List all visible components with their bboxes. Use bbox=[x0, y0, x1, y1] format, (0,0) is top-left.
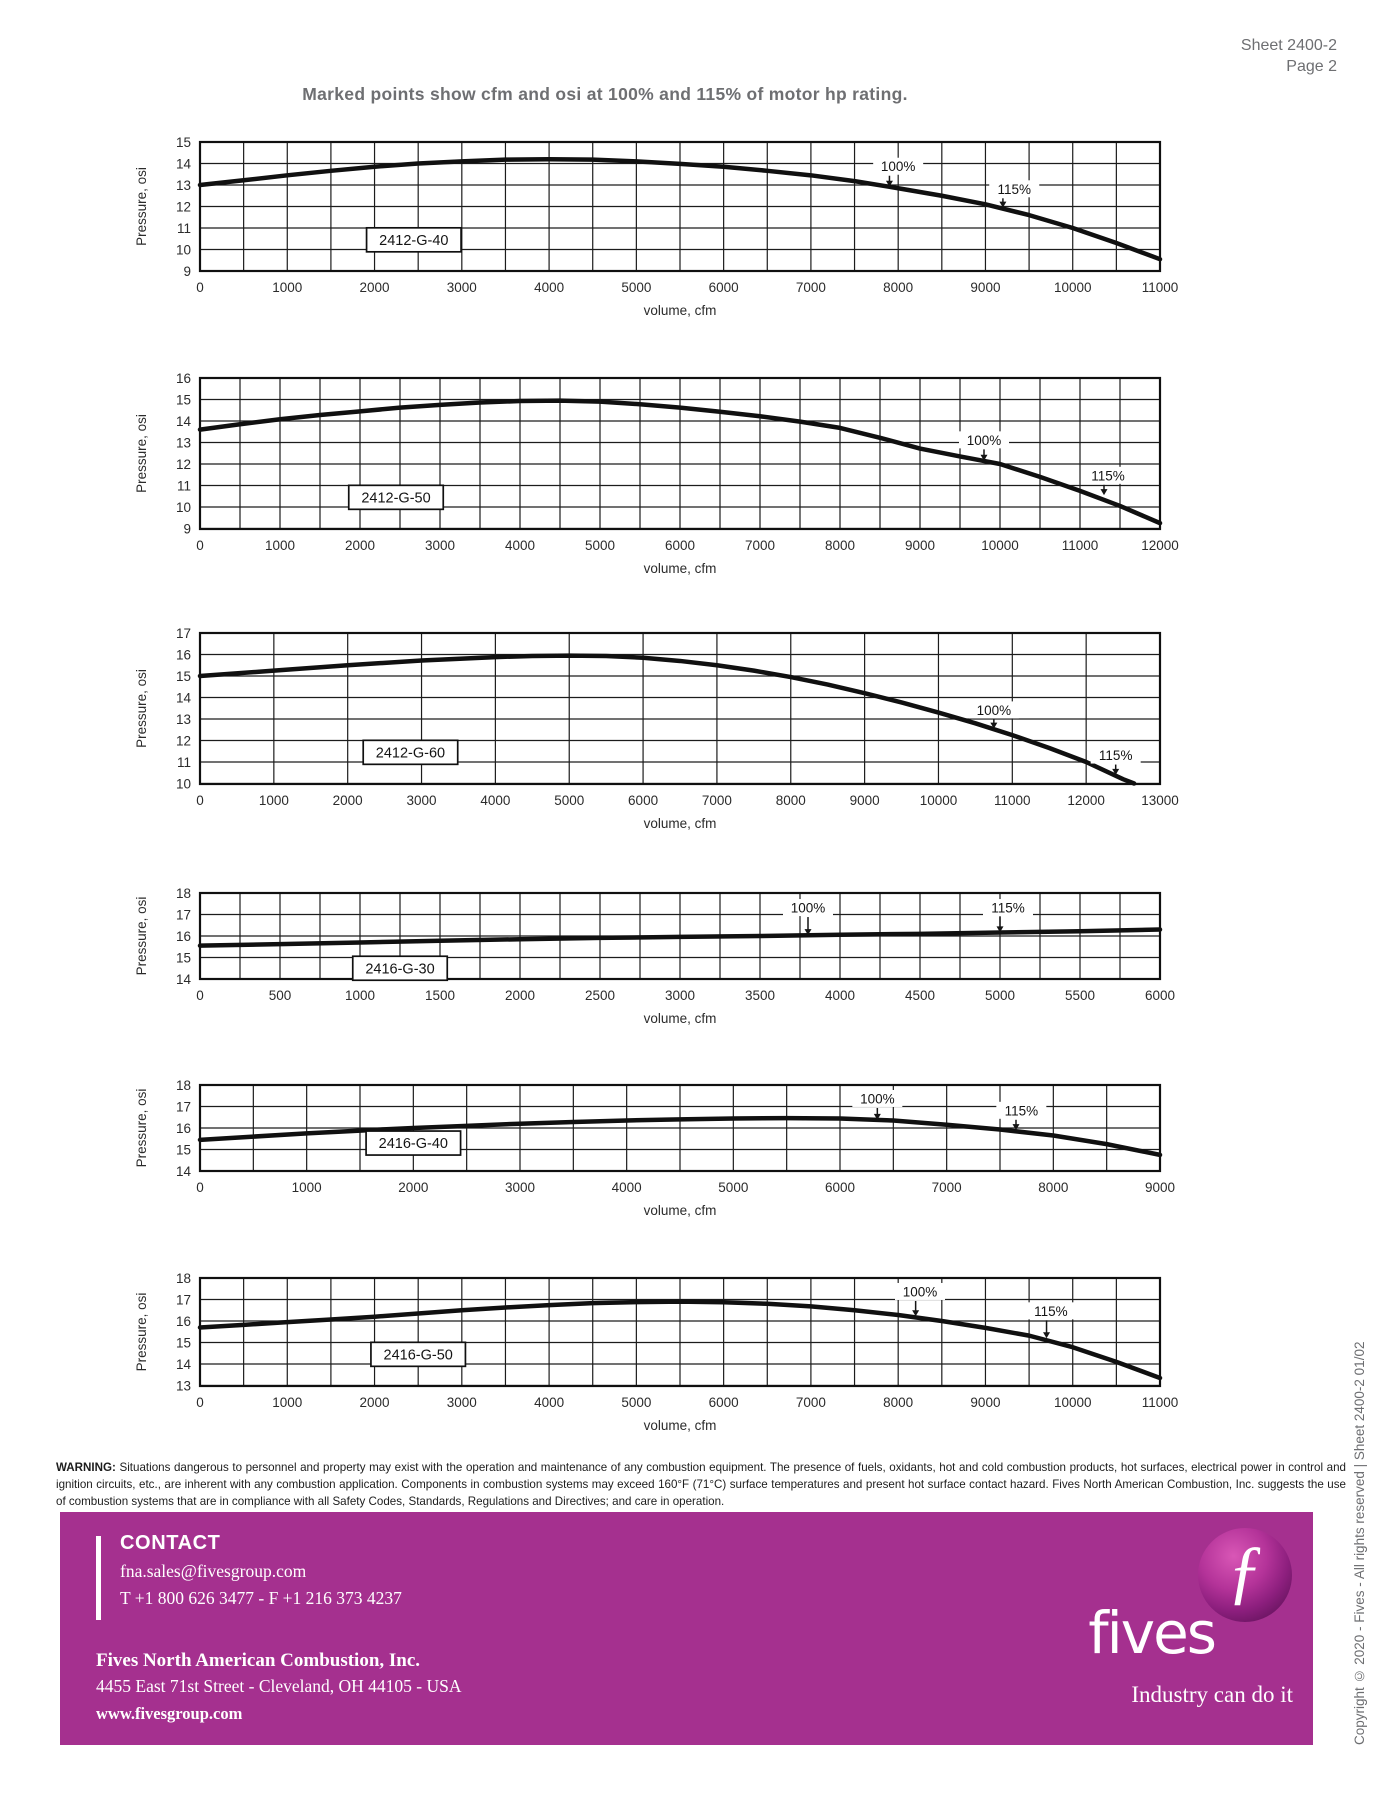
y-tick-label: 15 bbox=[175, 950, 191, 966]
sheet-number: Sheet 2400-2 bbox=[1240, 37, 1337, 54]
y-tick-label: 14 bbox=[175, 1357, 191, 1372]
x-axis-title: volume, cfm bbox=[643, 561, 717, 576]
x-tick-label: 9000 bbox=[849, 793, 880, 808]
y-tick-label: 9 bbox=[183, 264, 191, 279]
x-tick-label: 10000 bbox=[919, 793, 958, 808]
x-tick-label: 5000 bbox=[554, 793, 585, 808]
company-address: 4455 East 71st Street - Cleveland, OH 44105 - USA bbox=[96, 1676, 462, 1696]
y-tick-label: 14 bbox=[175, 690, 191, 706]
x-tick-label: 3000 bbox=[424, 538, 456, 553]
chart-canvas bbox=[120, 1268, 1300, 1436]
x-tick-label: 0 bbox=[196, 988, 204, 1003]
y-tick-label: 15 bbox=[175, 669, 191, 684]
contact-phone: T +1 800 626 3477 - F +1 216 373 4237 bbox=[120, 1588, 402, 1608]
x-tick-label: 3000 bbox=[446, 280, 477, 295]
doc-header bbox=[1241, 36, 1337, 78]
y-tick-label: 15 bbox=[175, 1335, 191, 1351]
y-tick-label: 18 bbox=[175, 886, 191, 901]
x-tick-label: 6000 bbox=[664, 538, 696, 553]
x-tick-label: 4000 bbox=[824, 988, 856, 1003]
warning-label: WARNING: bbox=[56, 1460, 116, 1474]
chart-2416-G-30 bbox=[120, 883, 1300, 1034]
x-tick-label: 5000 bbox=[584, 538, 616, 553]
x-tick-label: 11000 bbox=[994, 793, 1031, 808]
x-tick-label: 3000 bbox=[504, 1180, 536, 1195]
x-tick-label: 5000 bbox=[718, 1180, 749, 1195]
y-axis-title: Pressure, osi bbox=[134, 896, 149, 976]
page-number: Page 2 bbox=[1286, 57, 1337, 75]
y-tick-label: 17 bbox=[175, 1292, 191, 1308]
y-tick-label: 13 bbox=[175, 435, 191, 451]
x-tick-label: 2000 bbox=[359, 280, 390, 295]
x-tick-label: 6000 bbox=[708, 280, 739, 295]
y-tick-label: 14 bbox=[175, 156, 191, 172]
y-tick-label: 14 bbox=[175, 972, 191, 987]
marker-label: 100% bbox=[860, 1091, 895, 1107]
contact-email: fna.sales@fivesgroup.com bbox=[120, 1561, 307, 1581]
y-tick-label: 10 bbox=[175, 242, 191, 258]
x-tick-label: 8000 bbox=[883, 1395, 914, 1410]
company-name: Fives North American Combustion, Inc. bbox=[96, 1650, 421, 1671]
y-tick-label: 16 bbox=[175, 371, 191, 386]
x-tick-label: 12000 bbox=[1141, 538, 1179, 553]
x-tick-label: 8000 bbox=[775, 793, 806, 808]
y-tick-label: 16 bbox=[175, 1121, 191, 1136]
y-tick-label: 13 bbox=[175, 1378, 191, 1394]
x-tick-label: 9000 bbox=[1144, 1180, 1176, 1195]
y-tick-label: 12 bbox=[175, 733, 191, 749]
x-tick-label: 2000 bbox=[398, 1180, 429, 1195]
y-tick-label: 12 bbox=[175, 199, 191, 215]
x-tick-label: 13000 bbox=[1141, 793, 1179, 808]
marker-label: 100% bbox=[976, 702, 1012, 718]
x-tick-label: 11000 bbox=[1141, 1395, 1179, 1410]
x-tick-label: 11000 bbox=[1141, 280, 1179, 295]
x-tick-label: 8000 bbox=[1038, 1180, 1069, 1195]
y-tick-label: 15 bbox=[175, 392, 191, 408]
y-axis-title: Pressure, osi bbox=[134, 414, 149, 493]
fives-f-icon: ƒ bbox=[1227, 1531, 1263, 1611]
model-label: 2416-G-30 bbox=[365, 961, 435, 978]
contact-heading: CONTACT bbox=[120, 1532, 221, 1554]
y-tick-label: 18 bbox=[175, 1078, 191, 1093]
chart-canvas bbox=[120, 623, 1300, 834]
x-tick-label: 2000 bbox=[504, 988, 536, 1003]
x-tick-label: 2000 bbox=[344, 538, 376, 553]
y-tick-label: 10 bbox=[175, 776, 191, 792]
x-tick-label: 4000 bbox=[534, 1395, 565, 1410]
y-axis-title: Pressure, osi bbox=[134, 1292, 149, 1372]
y-tick-label: 13 bbox=[175, 178, 191, 193]
x-tick-label: 8000 bbox=[883, 280, 914, 295]
marker-label: 100% bbox=[790, 900, 826, 916]
x-tick-label: 7000 bbox=[931, 1180, 962, 1195]
x-tick-label: 11000 bbox=[1061, 538, 1099, 553]
company-website: www.fivesgroup.com bbox=[96, 1704, 243, 1723]
x-tick-label: 500 bbox=[268, 988, 292, 1003]
x-tick-label: 8000 bbox=[824, 538, 856, 553]
marker-label: 100% bbox=[966, 432, 1002, 448]
chart-canvas bbox=[120, 368, 1300, 579]
chart-2412-G-40 bbox=[120, 132, 1300, 326]
company-block bbox=[96, 1650, 462, 1724]
x-tick-label: 6000 bbox=[628, 793, 659, 808]
y-tick-label: 9 bbox=[183, 521, 191, 537]
x-tick-label: 0 bbox=[196, 1180, 204, 1195]
fives-wordmark: fives bbox=[1088, 1599, 1215, 1667]
y-tick-label: 16 bbox=[175, 929, 191, 944]
x-tick-label: 0 bbox=[196, 280, 204, 295]
page-title: Marked points show cfm and osi at 100% and 115% of motor hp rating. bbox=[302, 84, 908, 104]
marker-label: 115% bbox=[1098, 748, 1133, 764]
copyright-vertical-text: Copyright © 2020 - Fives - All rights reserved | Sheet 2400-2 01/02 bbox=[1352, 1341, 1367, 1745]
chart-2412-G-60 bbox=[120, 623, 1300, 839]
y-axis-title: Pressure, osi bbox=[134, 167, 149, 246]
y-tick-label: 16 bbox=[175, 647, 191, 663]
x-tick-label: 1000 bbox=[291, 1180, 322, 1195]
y-tick-label: 13 bbox=[175, 712, 191, 727]
chart-canvas bbox=[120, 883, 1300, 1029]
y-tick-label: 18 bbox=[175, 1271, 191, 1286]
x-tick-label: 6000 bbox=[824, 1180, 856, 1195]
y-tick-label: 11 bbox=[176, 755, 191, 770]
footer-band bbox=[60, 1512, 1313, 1745]
y-tick-label: 17 bbox=[175, 907, 191, 923]
y-tick-label: 17 bbox=[175, 1099, 191, 1115]
x-tick-label: 3000 bbox=[406, 793, 437, 808]
x-tick-label: 4000 bbox=[480, 793, 511, 808]
x-tick-label: 5000 bbox=[984, 988, 1016, 1003]
y-tick-label: 15 bbox=[175, 1142, 191, 1158]
x-tick-label: 4500 bbox=[904, 988, 936, 1003]
model-label: 2412-G-40 bbox=[379, 232, 449, 249]
x-tick-label: 10000 bbox=[1053, 1395, 1092, 1410]
x-tick-label: 4000 bbox=[504, 538, 536, 553]
x-tick-label: 6000 bbox=[1144, 988, 1176, 1003]
x-tick-label: 4000 bbox=[611, 1180, 642, 1195]
marker-label: 115% bbox=[997, 181, 1032, 197]
x-tick-label: 2000 bbox=[332, 793, 363, 808]
x-tick-label: 10000 bbox=[1053, 280, 1092, 295]
chart-canvas bbox=[120, 132, 1300, 321]
x-tick-label: 7000 bbox=[795, 280, 826, 295]
chart-2416-G-50 bbox=[120, 1268, 1300, 1441]
x-tick-label: 10000 bbox=[981, 538, 1019, 553]
x-tick-label: 2500 bbox=[584, 988, 616, 1003]
marker-label: 115% bbox=[1091, 468, 1125, 484]
x-tick-label: 0 bbox=[196, 793, 204, 808]
y-tick-label: 10 bbox=[175, 500, 191, 515]
x-tick-label: 1500 bbox=[424, 988, 456, 1003]
x-tick-label: 9000 bbox=[970, 280, 1001, 295]
x-tick-label: 9000 bbox=[970, 1395, 1001, 1410]
warning-body: Situations dangerous to personnel and property may exist with the operation and maintenance of any combustion equipment. The presence of fuels, oxidants, hot and cold combustion products, hot surfaces, electrical power in control and ignition circuits, etc., are inherent with any combustion application. Components in combustion systems may exceed 160°F (71°C) surface temperatures and present hot surface contact hazard. Fives North American Combustion, Inc. suggests the use of combustion systems that are in compliance with all Safety Codes, Standards, Regulations and Directives; and care in operation. bbox=[56, 1460, 1346, 1509]
warning-text bbox=[56, 1459, 1346, 1511]
y-tick-label: 17 bbox=[175, 626, 191, 641]
x-tick-label: 5000 bbox=[621, 280, 652, 295]
y-tick-label: 14 bbox=[175, 1164, 191, 1179]
x-tick-label: 0 bbox=[196, 538, 204, 553]
x-axis-title: volume, cfm bbox=[643, 303, 717, 318]
x-tick-label: 7000 bbox=[701, 793, 732, 808]
y-tick-label: 15 bbox=[175, 135, 191, 150]
x-tick-label: 1000 bbox=[272, 1395, 303, 1410]
model-label: 2416-G-40 bbox=[378, 1136, 448, 1153]
x-tick-label: 0 bbox=[196, 1395, 204, 1410]
y-tick-label: 12 bbox=[175, 457, 191, 472]
x-tick-label: 3000 bbox=[664, 988, 696, 1003]
y-tick-label: 16 bbox=[175, 1314, 191, 1329]
y-axis-title: Pressure, osi bbox=[134, 1088, 149, 1168]
marker-label: 100% bbox=[902, 1284, 938, 1300]
x-tick-label: 7000 bbox=[795, 1395, 826, 1410]
marker-label: 115% bbox=[991, 900, 1025, 916]
x-tick-label: 1000 bbox=[344, 988, 376, 1003]
marker-arrowhead bbox=[1101, 489, 1108, 495]
contact-divider-bar bbox=[96, 1536, 101, 1620]
y-tick-label: 11 bbox=[176, 221, 191, 236]
x-axis-title: volume, cfm bbox=[643, 816, 717, 831]
marker-label: 100% bbox=[880, 159, 916, 175]
chart-2412-G-50 bbox=[120, 368, 1300, 584]
x-axis-title: volume, cfm bbox=[643, 1203, 717, 1218]
x-tick-label: 2000 bbox=[359, 1395, 390, 1410]
x-tick-label: 9000 bbox=[904, 538, 936, 553]
x-tick-label: 1000 bbox=[272, 280, 303, 295]
fives-tagline: Industry can do it bbox=[1131, 1682, 1293, 1707]
x-tick-label: 5500 bbox=[1064, 988, 1096, 1003]
x-tick-label: 1000 bbox=[264, 538, 296, 553]
x-axis-title: volume, cfm bbox=[643, 1011, 717, 1026]
y-tick-label: 14 bbox=[175, 414, 191, 429]
contact-block bbox=[120, 1532, 402, 1609]
chart-2416-G-40 bbox=[120, 1075, 1300, 1226]
marker-label: 115% bbox=[1034, 1303, 1068, 1319]
x-tick-label: 3500 bbox=[744, 988, 776, 1003]
model-label: 2412-G-50 bbox=[361, 490, 431, 507]
x-tick-label: 7000 bbox=[744, 538, 776, 553]
x-axis-title: volume, cfm bbox=[643, 1418, 717, 1433]
x-tick-label: 6000 bbox=[708, 1395, 739, 1410]
y-axis-title: Pressure, osi bbox=[134, 669, 149, 748]
marker-label: 115% bbox=[1004, 1103, 1039, 1119]
y-tick-label: 11 bbox=[176, 478, 191, 494]
x-tick-label: 1000 bbox=[258, 793, 289, 808]
model-label: 2412-G-60 bbox=[375, 745, 446, 762]
x-tick-label: 3000 bbox=[446, 1395, 477, 1410]
x-tick-label: 4000 bbox=[534, 280, 565, 295]
chart-canvas bbox=[120, 1075, 1300, 1221]
model-label: 2416-G-50 bbox=[383, 1347, 453, 1364]
x-tick-label: 5000 bbox=[621, 1395, 652, 1410]
x-tick-label: 12000 bbox=[1067, 793, 1105, 808]
